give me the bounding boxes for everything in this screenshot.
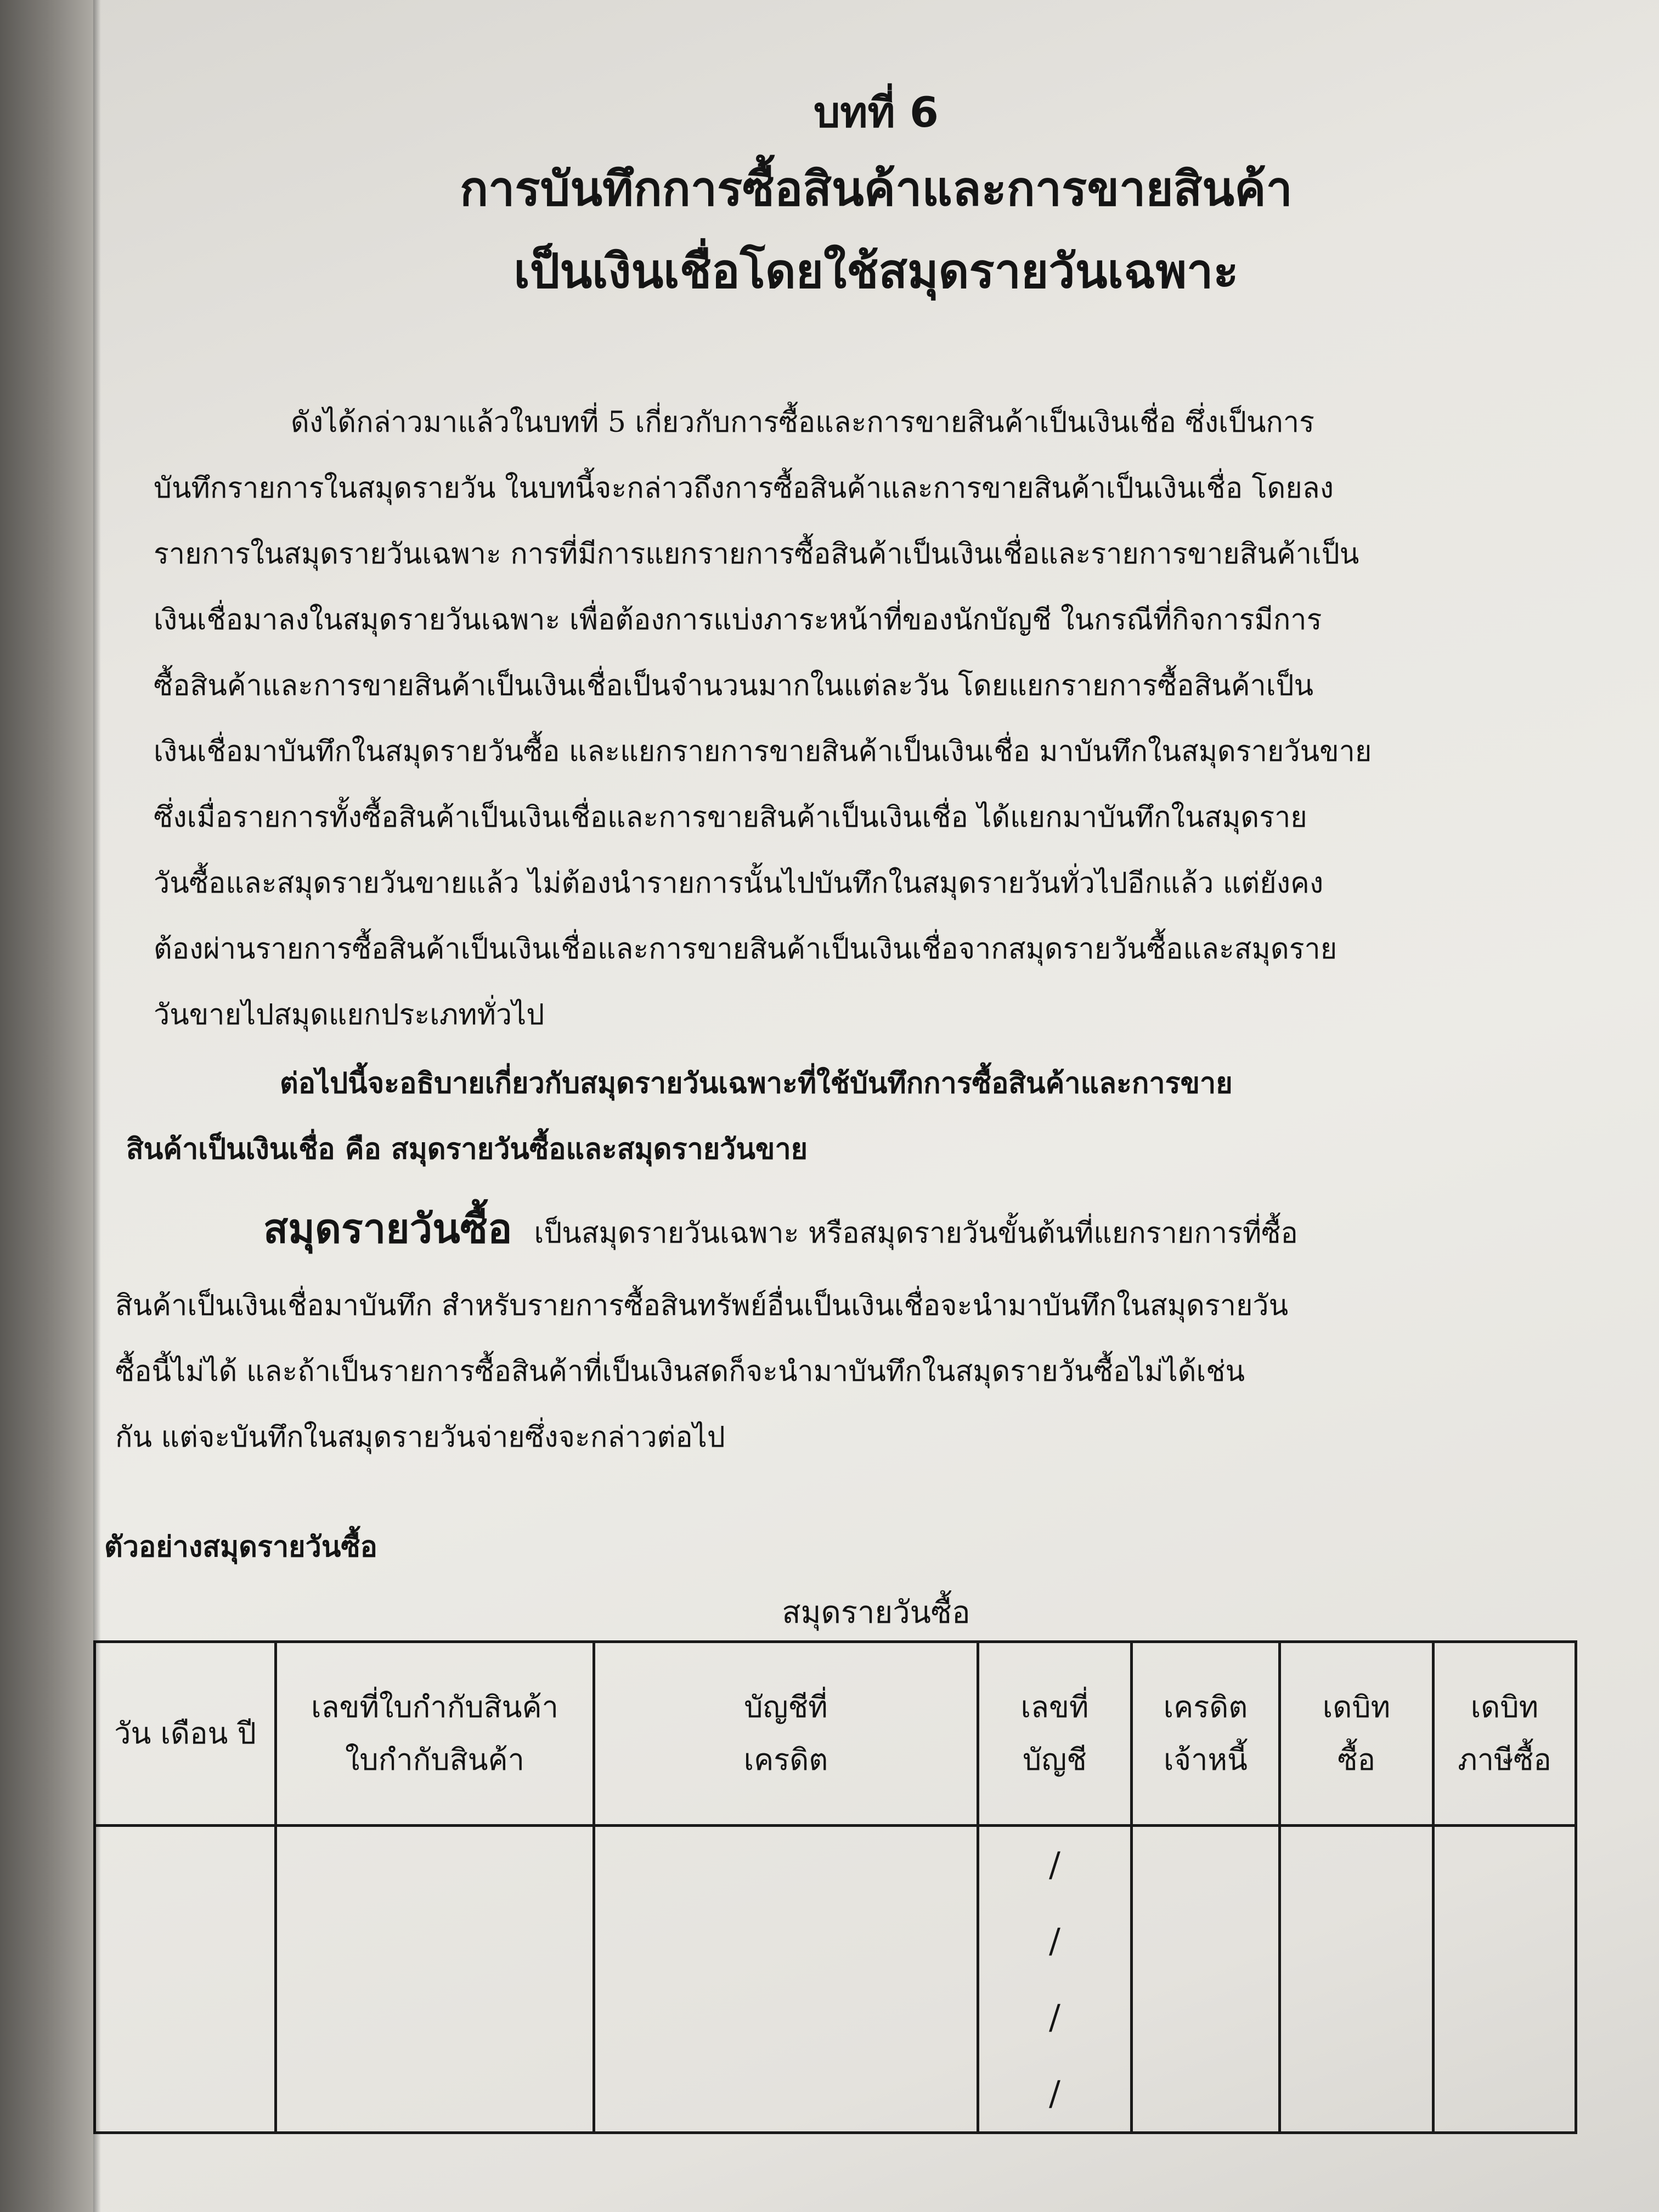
purchase-journal-heading: สมุดรายวันซื้อ [263,1205,512,1252]
column-header-invoice-no: เลขที่ใบกำกับสินค้า ใบกำกับสินค้า [276,1642,594,1826]
table-cell-invoice-no [276,1826,594,2133]
folio-mark: / [1049,2073,1060,2113]
purchase-journal-first-line [263,1207,1298,1255]
paragraph-line: สินค้าเป็นเงินเชื่อมาบันทึก สำหรับรายการซื้อสินทรัพย์อื่นเป็นเงินเชื่อจะนำมาบันทึกในสมุดรายวัน [115,1289,1289,1322]
paragraph-line: วันซื้อและสมุดรายวันขายแล้ว ไม่ต้องนำรายการนั้นไปบันทึกในสมุดรายวันทั่วไปอีกแล้ว แต่ยังคง [154,867,1324,900]
folio-mark: / [1049,1921,1060,1961]
paragraph-line: เงินเชื่อมาบันทึกในสมุดรายวันซื้อ และแยกรายการขายสินค้าเป็นเงินเชื่อ มาบันทึกในสมุดรายวันขาย [154,735,1372,768]
purchase-journal-table [93,1640,1577,2134]
table-cell-account-credited [594,1826,978,2133]
table-header-row [95,1642,1576,1826]
purchase-journal-definition: เป็นสมุดรายวันเฉพาะ หรือสมุดรายวันขั้นต้นที่แยกรายการที่ซื้อ [534,1217,1298,1250]
column-header-credit-creditors: เครดิต เจ้าหนี้ [1132,1642,1280,1826]
paragraph-line: ซึ่งเมื่อรายการทั้งซื้อสินค้าเป็นเงินเชื่อและการขายสินค้าเป็นเงินเชื่อ ได้แยกมาบันทึกในสมุดราย [154,801,1307,834]
chapter-title-line-1: การบันทึกการซื้อสินค้าและการขายสินค้า [460,162,1293,217]
chapter-number: บทที่ 6 [814,88,939,137]
column-header-account-credited: บัญชีที่ เครดิต [594,1642,978,1826]
column-header-debit-purchases: เดบิท ซื้อ [1280,1642,1434,1826]
paragraph-line: ซื้อนี้ไม่ได้ และถ้าเป็นรายการซื้อสินค้าที่เป็นเงินสดก็จะนำมาบันทึกในสมุดรายวันซื้อไม่ได้เช่น [115,1355,1245,1388]
column-header-account-no: เลขที่ บัญชี [978,1642,1132,1826]
table-row [95,1826,1576,2133]
paragraph-line: ดังได้กล่าวมาแล้วในบทที่ 5 เกี่ยวกับการซื้อและการขายสินค้าเป็นเงินเชื่อ ซึ่งเป็นการ [291,406,1314,439]
paragraph-line: บันทึกรายการในสมุดรายวัน ในบทนี้จะกล่าวถึงการซื้อสินค้าและการขายสินค้าเป็นเงินเชื่อ โดยลง [154,472,1334,505]
table-cell-credit-creditors [1132,1826,1280,2133]
table-caption: สมุดรายวันซื้อ [782,1595,970,1630]
paragraph-line: เงินเชื่อมาลงในสมุดรายวันเฉพาะ เพื่อต้องการแบ่งภาระหน้าที่ของนักบัญชี ในกรณีที่กิจการมีการ [154,603,1322,636]
page-gutter-shadow [93,0,101,2212]
facing-page-edge [0,0,104,2212]
paragraph-line: รายการในสมุดรายวันเฉพาะ การที่มีการแยกรายการซื้อสินค้าเป็นเงินเชื่อและรายการขายสินค้าเป็น [154,538,1359,571]
paragraph-line: ซื้อสินค้าและการขายสินค้าเป็นเงินเชื่อเป็นจำนวนมากในแต่ละวัน โดยแยกรายการซื้อสินค้าเป็น [154,669,1314,702]
folio-marks [979,1827,1130,2131]
book-page [93,0,1659,2212]
table-cell-debit-input-vat [1434,1826,1576,2133]
folio-mark: / [1049,1996,1060,2037]
example-label: ตัวอย่างสมุดรายวันซื้อ [104,1530,377,1564]
table-cell-debit-purchases [1280,1826,1434,2133]
paragraph-line: กัน แต่จะบันทึกในสมุดรายวันจ่ายซึ่งจะกล่าวต่อไป [115,1421,725,1454]
paragraph-line: ต่อไปนี้จะอธิบายเกี่ยวกับสมุดรายวันเฉพาะที่ใช้บันทึกการซื้อสินค้าและการขาย [280,1066,1233,1100]
paragraph-line: สินค้าเป็นเงินเชื่อ คือ สมุดรายวันซื้อและสมุดรายวันขาย [126,1132,808,1166]
table-cell-date [95,1826,276,2133]
folio-mark: / [1049,1844,1060,1885]
paragraph-line: ต้องผ่านรายการซื้อสินค้าเป็นเงินเชื่อและการขายสินค้าเป็นเงินเชื่อจากสมุดรายวันซื้อและสมุดราย [154,933,1338,966]
column-header-date: วัน เดือน ปี [95,1642,276,1826]
paragraph-line: วันขายไปสมุดแยกประเภททั่วไป [154,998,545,1031]
column-header-debit-input-vat: เดบิท ภาษีซื้อ [1434,1642,1576,1826]
table-cell-account-no [978,1826,1132,2133]
chapter-title-line-2: เป็นเงินเชื่อโดยใช้สมุดรายวันเฉพาะ [514,244,1239,299]
